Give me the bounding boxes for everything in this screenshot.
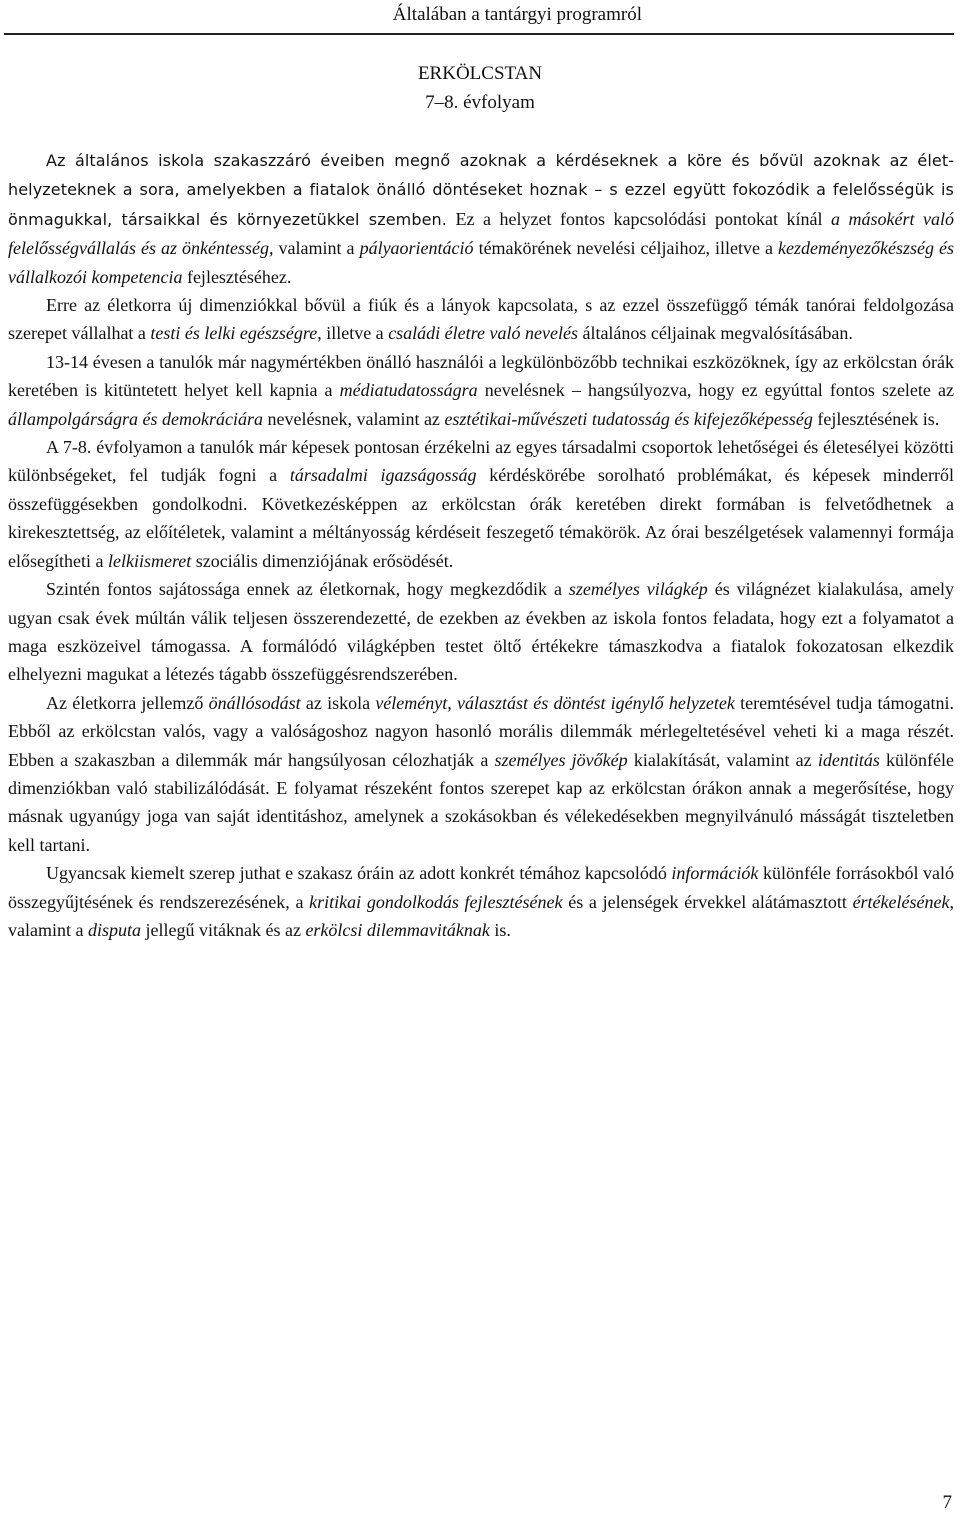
paragraph [8, 146, 954, 291]
emphasis-text: állampolgárságra és demokráciára [8, 408, 263, 429]
paragraph-text: Ez a helyzet fontos kapcsolódási pontokat kínál [446, 208, 831, 229]
paragraph-text: különféle forrásokból való összegyűjtésének és rendszerezésének, a [8, 863, 954, 912]
page-number: 7 [942, 1492, 952, 1513]
emphasis-text: kritikai gondolkodás fejlesztésének [309, 891, 563, 912]
emphasis-text: erkölcsi dilemmavitáknak [305, 919, 490, 940]
emphasis-text: médiatudatosságra [339, 380, 478, 401]
paragraph-text: az iskola [300, 692, 376, 713]
paragraph-text: Az általános iskola szakaszzáró éveiben megnő azoknak a kérdéseknek a köre és bővül azoknak az élethelyzeteknek a sora, amelyekben a fiatalok önálló döntéseket hoznak – s ezzel együtt fokozódik a felelősségük is önmagukkal, társaikkal és környezetükkel szemben. [8, 151, 954, 229]
running-header: Általában a tantárgyi programról [392, 4, 642, 25]
paragraph-text: , illetve a [317, 323, 389, 344]
paragraph [8, 689, 954, 859]
emphasis-text: személyes jövőkép [494, 749, 628, 770]
emphasis-text: a másokért való felelősségvállalás és az önkéntesség, [8, 208, 955, 259]
paragraph-text: is. [489, 919, 511, 940]
paragraph-text: szociális dimenziójának erősödését. [191, 550, 454, 571]
paragraph-text: Az életkorra jellemző [46, 692, 209, 713]
paragraph [8, 348, 954, 433]
paragraph-text: valamint a [273, 238, 360, 259]
paragraph-text: és a jelenségek érvekkel alátámasztott [562, 891, 853, 912]
paragraph-text: 13-14 évesen a tanulók már nagymértékben önálló használói a legkülönbözőbb technikai eszközöknek, így az erkölcstan órák keretében is kitüntetett helyet kell kapnia a [8, 351, 954, 401]
title-block [0, 59, 960, 117]
emphasis-text: személyes világkép [568, 579, 708, 600]
paragraph-text: nevelésnek, valamint az [263, 408, 445, 429]
paragraph-text: különféle dimenziókban való stabilizálódását. E folyamat részeként fontos szerepet kap az erkölcstan órákon annak a megerősítése, hogy másnak ugyanúgy joga van saját identitáshoz, amelynek a szokásokban és vélekedésekben megnyilvánuló másságát tiszteletben kell tartani. [8, 749, 954, 855]
emphasis-text: identitás [817, 749, 880, 770]
paragraph-text: A 7-8. évfolyamon a tanulók már képesek pontosan érzékelni az egyes társadalmi csoportok lehetőségei és életesélyei közötti különbségeket, fel tudják fogni a [8, 437, 954, 486]
subject-title: ERKÖLCSTAN [417, 63, 543, 84]
paragraph-text: kialakítását, valamint az [627, 749, 818, 770]
body-text [8, 146, 954, 944]
emphasis-text: társadalmi igazságosság [289, 465, 477, 486]
paragraph-text: Ugyancsak kiemelt szerep juthat e szakasz óráin az adott konkrét témához kapcsolódó [46, 863, 672, 884]
emphasis-text: disputa [87, 919, 141, 940]
paragraph-text: teremtésével tudja támogatni. Ebből az erkölcstan valós, vagy a valóságoshoz nagyon hasonló morális dilemmák mérlegeltetésével veheti ki a maga részét. Ebben a szakaszban a dilemmák már hangsúlyosan célozhatják a [8, 692, 954, 770]
paragraph-text: fejlesztéséhez. [182, 266, 292, 287]
emphasis-text: önállósodást [208, 692, 301, 713]
paragraph [8, 575, 954, 689]
paragraph [8, 859, 954, 944]
paragraph-text: Erre az életkorra új dimenziókkal bővül a fiúk és a lányok kapcsolata, s az ezzel összefüggő témák tanórai feldolgozása szerepet vállalhat a [8, 295, 954, 344]
paragraph-text: nevelésnek – hangsúlyozva, hogy ez egyúttal fontos szelete az [477, 380, 954, 401]
emphasis-text: információk [671, 863, 759, 884]
paragraph [8, 433, 954, 575]
emphasis-text: testi és lelki egészségre [150, 323, 318, 344]
emphasis-text: családi életre való nevelés [388, 323, 578, 344]
paragraph-text: jellegű vitáknak és az [141, 919, 306, 940]
paragraph-text: és világnézet kialakulása, amely ugyan csak évek múltán válik teljesen összerendezetté, de ezekben az években az iskola fontos feladata, hogy ezt a folyamatot a maga eszközeivel támogassa. A formálódó világképben testet öltő értékekre támaszkodva a fiatalok fokozatosan elkezdik elhelyezni magukat a létezés tágabb összefüggésrendszerében. [8, 579, 954, 685]
paragraph-text: Szintén fontos sajátossága ennek az életkornak, hogy megkezdődik a [46, 579, 569, 600]
emphasis-text: esztétikai-művészeti tudatosság és kifejezőképesség [444, 408, 813, 429]
emphasis-text: véleményt, választást és döntést igénylő helyzetek [375, 692, 735, 713]
emphasis-text: értékelésének [852, 891, 950, 912]
paragraph [8, 291, 954, 348]
emphasis-text: lelkiismeret [107, 550, 192, 571]
emphasis-text: kezdeményezőkészség és vállalkozói kompetencia [8, 238, 954, 287]
paragraph-text: , valamint a [8, 891, 954, 940]
header-rule [4, 33, 954, 35]
paragraph-text: fejlesztésének is. [812, 408, 940, 429]
paragraph-text: kérdéskörébe sorolható problémákat, és képesek minderről összefüggésekben gondolkodni. Következésképpen az erkölcstan órák keretében direkt formában is felvetődhetnek a kirekesztettség, az előítéletek, valamint a méltányosság kérdéseit feszegető témakörök. Az órai beszélgetések valamennyi formája elősegítheti a [8, 465, 954, 571]
emphasis-text: pályaorientáció [359, 238, 474, 259]
paragraph-text: témakörének nevelési céljaihoz, illetve a [473, 238, 779, 259]
grade-subtitle: 7–8. évfolyam [425, 92, 535, 113]
paragraph-text: általános céljainak megvalósításában. [577, 323, 853, 344]
